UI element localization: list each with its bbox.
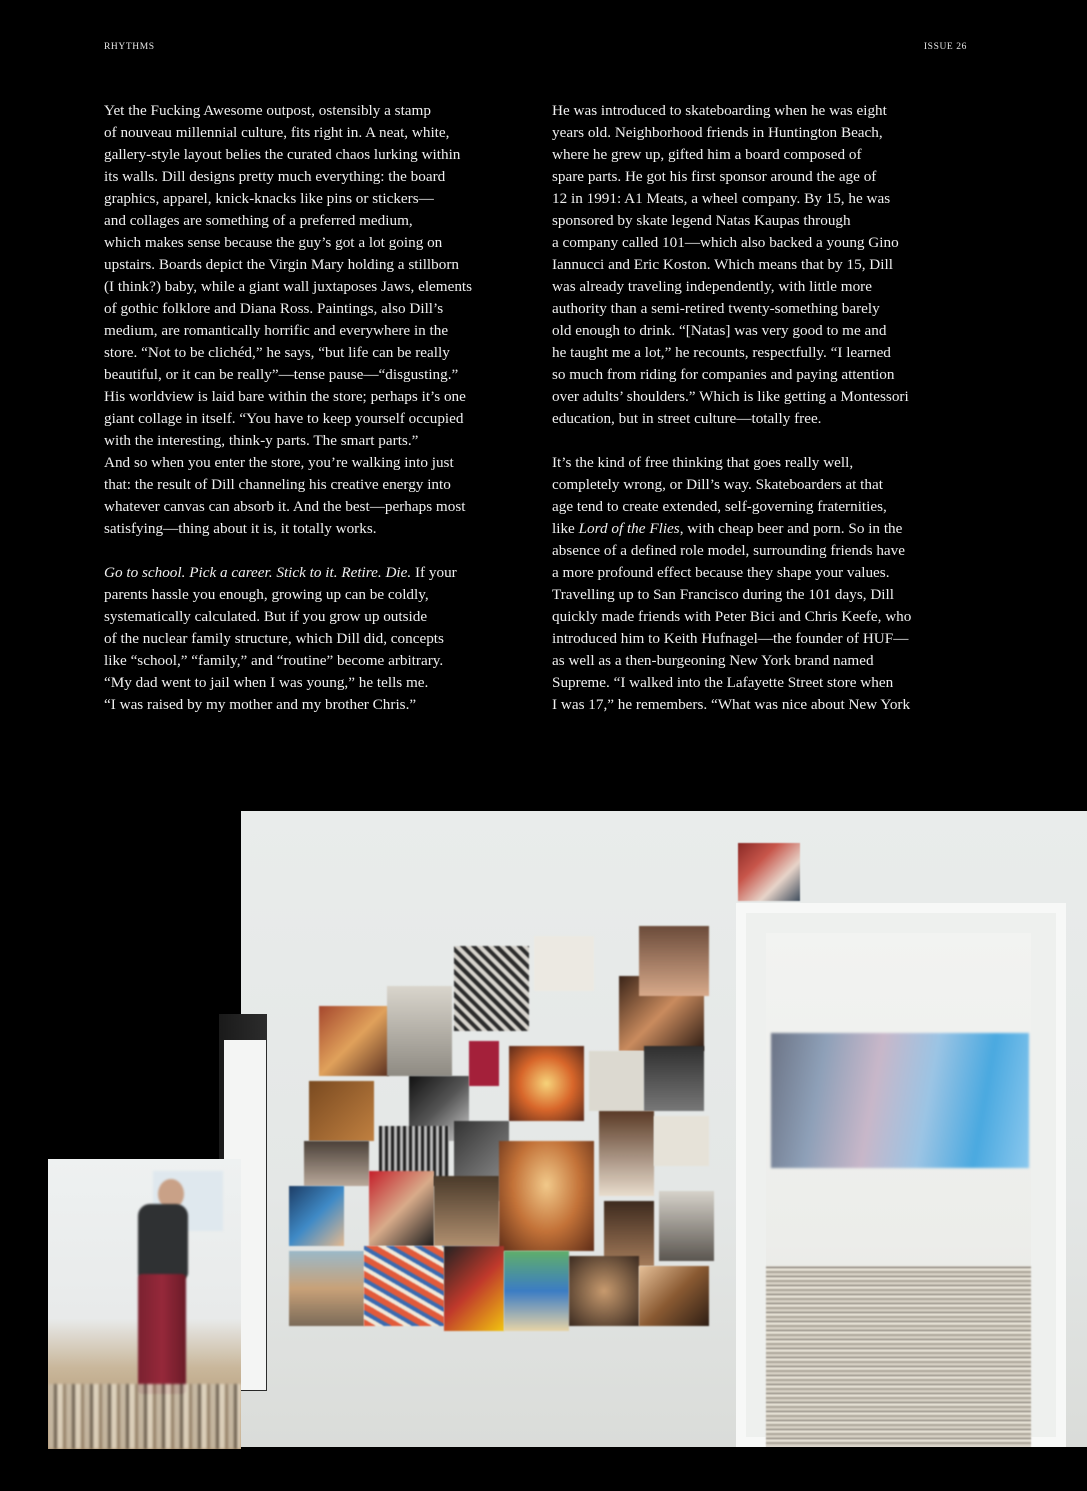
right-paragraph-2-line: Travelling up to San Francisco during the 101 days, Dill: [552, 586, 894, 603]
left-paragraph-1-line: Yet the Fucking Awesome outpost, ostensibly a stamp: [104, 102, 431, 119]
left-paragraph-1-line: satisfying—thing about it is, it totally works.: [104, 520, 377, 537]
book-title: Lord of the Flies: [578, 520, 680, 537]
right-paragraph-1-line: sponsored by skate legend Natas Kaupas through: [552, 212, 851, 229]
left-paragraph-1-line: of gothic folklore and Diana Ross. Paintings, also Dill’s: [104, 300, 444, 317]
left-paragraph-1-line: gallery-style layout belies the curated chaos lurking within: [104, 146, 461, 163]
left-paragraph-1-line: graphics, apparel, knick-knacks like pins or stickers—: [104, 190, 434, 207]
right-paragraph-2-line: a more profound effect because they shape your values.: [552, 564, 890, 581]
line-rest: , with cheap beer and porn. So in the: [679, 520, 903, 537]
right-paragraph-1: [552, 100, 972, 430]
floor-clutter: [48, 1384, 241, 1449]
left-paragraph-1: [104, 100, 524, 540]
right-paragraph-1-line: 12 in 1991: A1 Meats, a wheel company. By 15, he was: [552, 190, 891, 207]
left-paragraph-1-line: upstairs. Boards depict the Virgin Mary holding a stillborn: [104, 256, 459, 273]
left-paragraph-2: [104, 562, 524, 716]
mantra-rest: If your: [411, 564, 457, 581]
left-paragraph-1-line: medium, are romantically horrific and everywhere in the: [104, 322, 449, 339]
right-paragraph-2-line: age tend to create extended, self-governing fraternities,: [552, 498, 887, 515]
issue-number: ISSUE 26: [923, 42, 967, 52]
left-paragraph-2-line: like “school,” “family,” and “routine” become arbitrary.: [104, 652, 444, 669]
right-paragraph-2-line: as well as a then-burgeoning New York brand named: [552, 652, 874, 669]
small-artwork: [738, 843, 800, 901]
right-paragraph-2-line: Supreme. “I walked into the Lafayette Street store when: [552, 674, 894, 691]
right-paragraph-2: [552, 452, 972, 716]
left-paragraph-1-line: its walls. Dill designs pretty much everything: the board: [104, 168, 446, 185]
left-paragraph-2-line: “My dad went to jail when I was young,” he tells me.: [104, 674, 429, 691]
left-paragraph-1-line: that: the result of Dill channeling his creative energy into: [104, 476, 451, 493]
left-paragraph-2-line: systematically calculated. But if you grow up outside: [104, 608, 428, 625]
right-paragraph-1-line: old enough to drink. “[Natas] was very good to me and: [552, 322, 887, 339]
right-paragraph-1-line: he taught me a lot,” he recounts, respectfully. “I learned: [552, 344, 891, 361]
left-paragraph-2-line: “I was raised by my mother and my brother Chris.”: [104, 696, 417, 713]
right-paragraph-1-line: was already traveling independently, with little more: [552, 278, 872, 295]
left-paragraph-1-line: whatever canvas can absorb it. And the best—perhaps most: [104, 498, 466, 515]
wall-collage: [289, 916, 719, 1436]
right-paragraph-2-line: It’s the kind of free thinking that goes really well,: [552, 454, 854, 471]
right-paragraph-2-line: I was 17,” he remembers. “What was nice about New York: [552, 696, 911, 713]
left-column: [104, 100, 524, 716]
left-paragraph-1-line: (I think?) baby, while a giant wall juxtaposes Jaws, elements: [104, 278, 473, 295]
left-paragraph-1-line: of nouveau millennial culture, fits right in. A neat, white,: [104, 124, 450, 141]
left-paragraph-1-line: and collages are something of a preferred medium,: [104, 212, 413, 229]
collage-wall-photo: [241, 811, 1087, 1447]
right-paragraph-1-line: so much from riding for companies and paying attention: [552, 366, 895, 383]
left-paragraph-1-line: beautiful, or it can be really”—tense pause—“disgusting.”: [104, 366, 459, 383]
left-paragraph-1-line: giant collage in itself. “You have to keep yourself occupied: [104, 410, 464, 427]
left-paragraph-1-line: with the interesting, think-y parts. The smart parts.”: [104, 432, 419, 449]
right-paragraph-1-line: over adults’ shoulders.” Which is like getting a Montessori: [552, 388, 909, 405]
right-column: [552, 100, 972, 716]
right-paragraph-2-line: [552, 518, 972, 540]
artist-painting-photo: [48, 1159, 241, 1449]
blue-painting: [771, 1033, 1029, 1168]
left-paragraph-1-line: store. “Not to be clichéd,” he says, “but life can be really: [104, 344, 450, 361]
book-stacks: [766, 1266, 1031, 1447]
artist-trousers: [138, 1274, 186, 1394]
right-paragraph-1-line: where he grew up, gifted him a board composed of: [552, 146, 862, 163]
right-paragraph-1-line: He was introduced to skateboarding when he was eight: [552, 102, 887, 119]
right-paragraph-1-line: Iannucci and Eric Koston. Which means that by 15, Dill: [552, 256, 893, 273]
right-paragraph-1-line: spare parts. He got his first sponsor around the age of: [552, 168, 877, 185]
right-paragraph-1-line: years old. Neighborhood friends in Huntington Beach,: [552, 124, 883, 141]
left-paragraph-2-line: parents hassle you enough, growing up can be coldly,: [104, 586, 429, 603]
right-paragraph-2-line: introduced him to Keith Hufnagel—the founder of HUF—: [552, 630, 909, 647]
lead-word: like: [552, 520, 579, 537]
right-paragraph-2-line: quickly made friends with Peter Bici and Chris Keefe, who: [552, 608, 912, 625]
right-paragraph-1-line: a company called 101—which also backed a young Gino: [552, 234, 899, 251]
left-paragraph-2-line: of the nuclear family structure, which Dill did, concepts: [104, 630, 444, 647]
section-label: RHYTHMS: [104, 42, 155, 52]
right-paragraph-2-line: absence of a defined role model, surrounding friends have: [552, 542, 905, 559]
right-paragraph-1-line: education, but in street culture—totally free.: [552, 410, 822, 427]
left-paragraph-1-line: which makes sense because the guy’s got a lot going on: [104, 234, 443, 251]
left-paragraph-1-line: And so when you enter the store, you’re walking into just: [104, 454, 454, 471]
artist-shirt: [138, 1204, 188, 1279]
left-paragraph-2-line-1: [104, 562, 524, 584]
italic-mantra: Go to school. Pick a career. Stick to it. Retire. Die.: [104, 564, 412, 581]
right-paragraph-2-line: completely wrong, or Dill’s way. Skateboarders at that: [552, 476, 883, 493]
left-paragraph-1-line: His worldview is laid bare within the store; perhaps it’s one: [104, 388, 466, 405]
right-paragraph-1-line: authority than a semi-retired twenty-something barely: [552, 300, 880, 317]
